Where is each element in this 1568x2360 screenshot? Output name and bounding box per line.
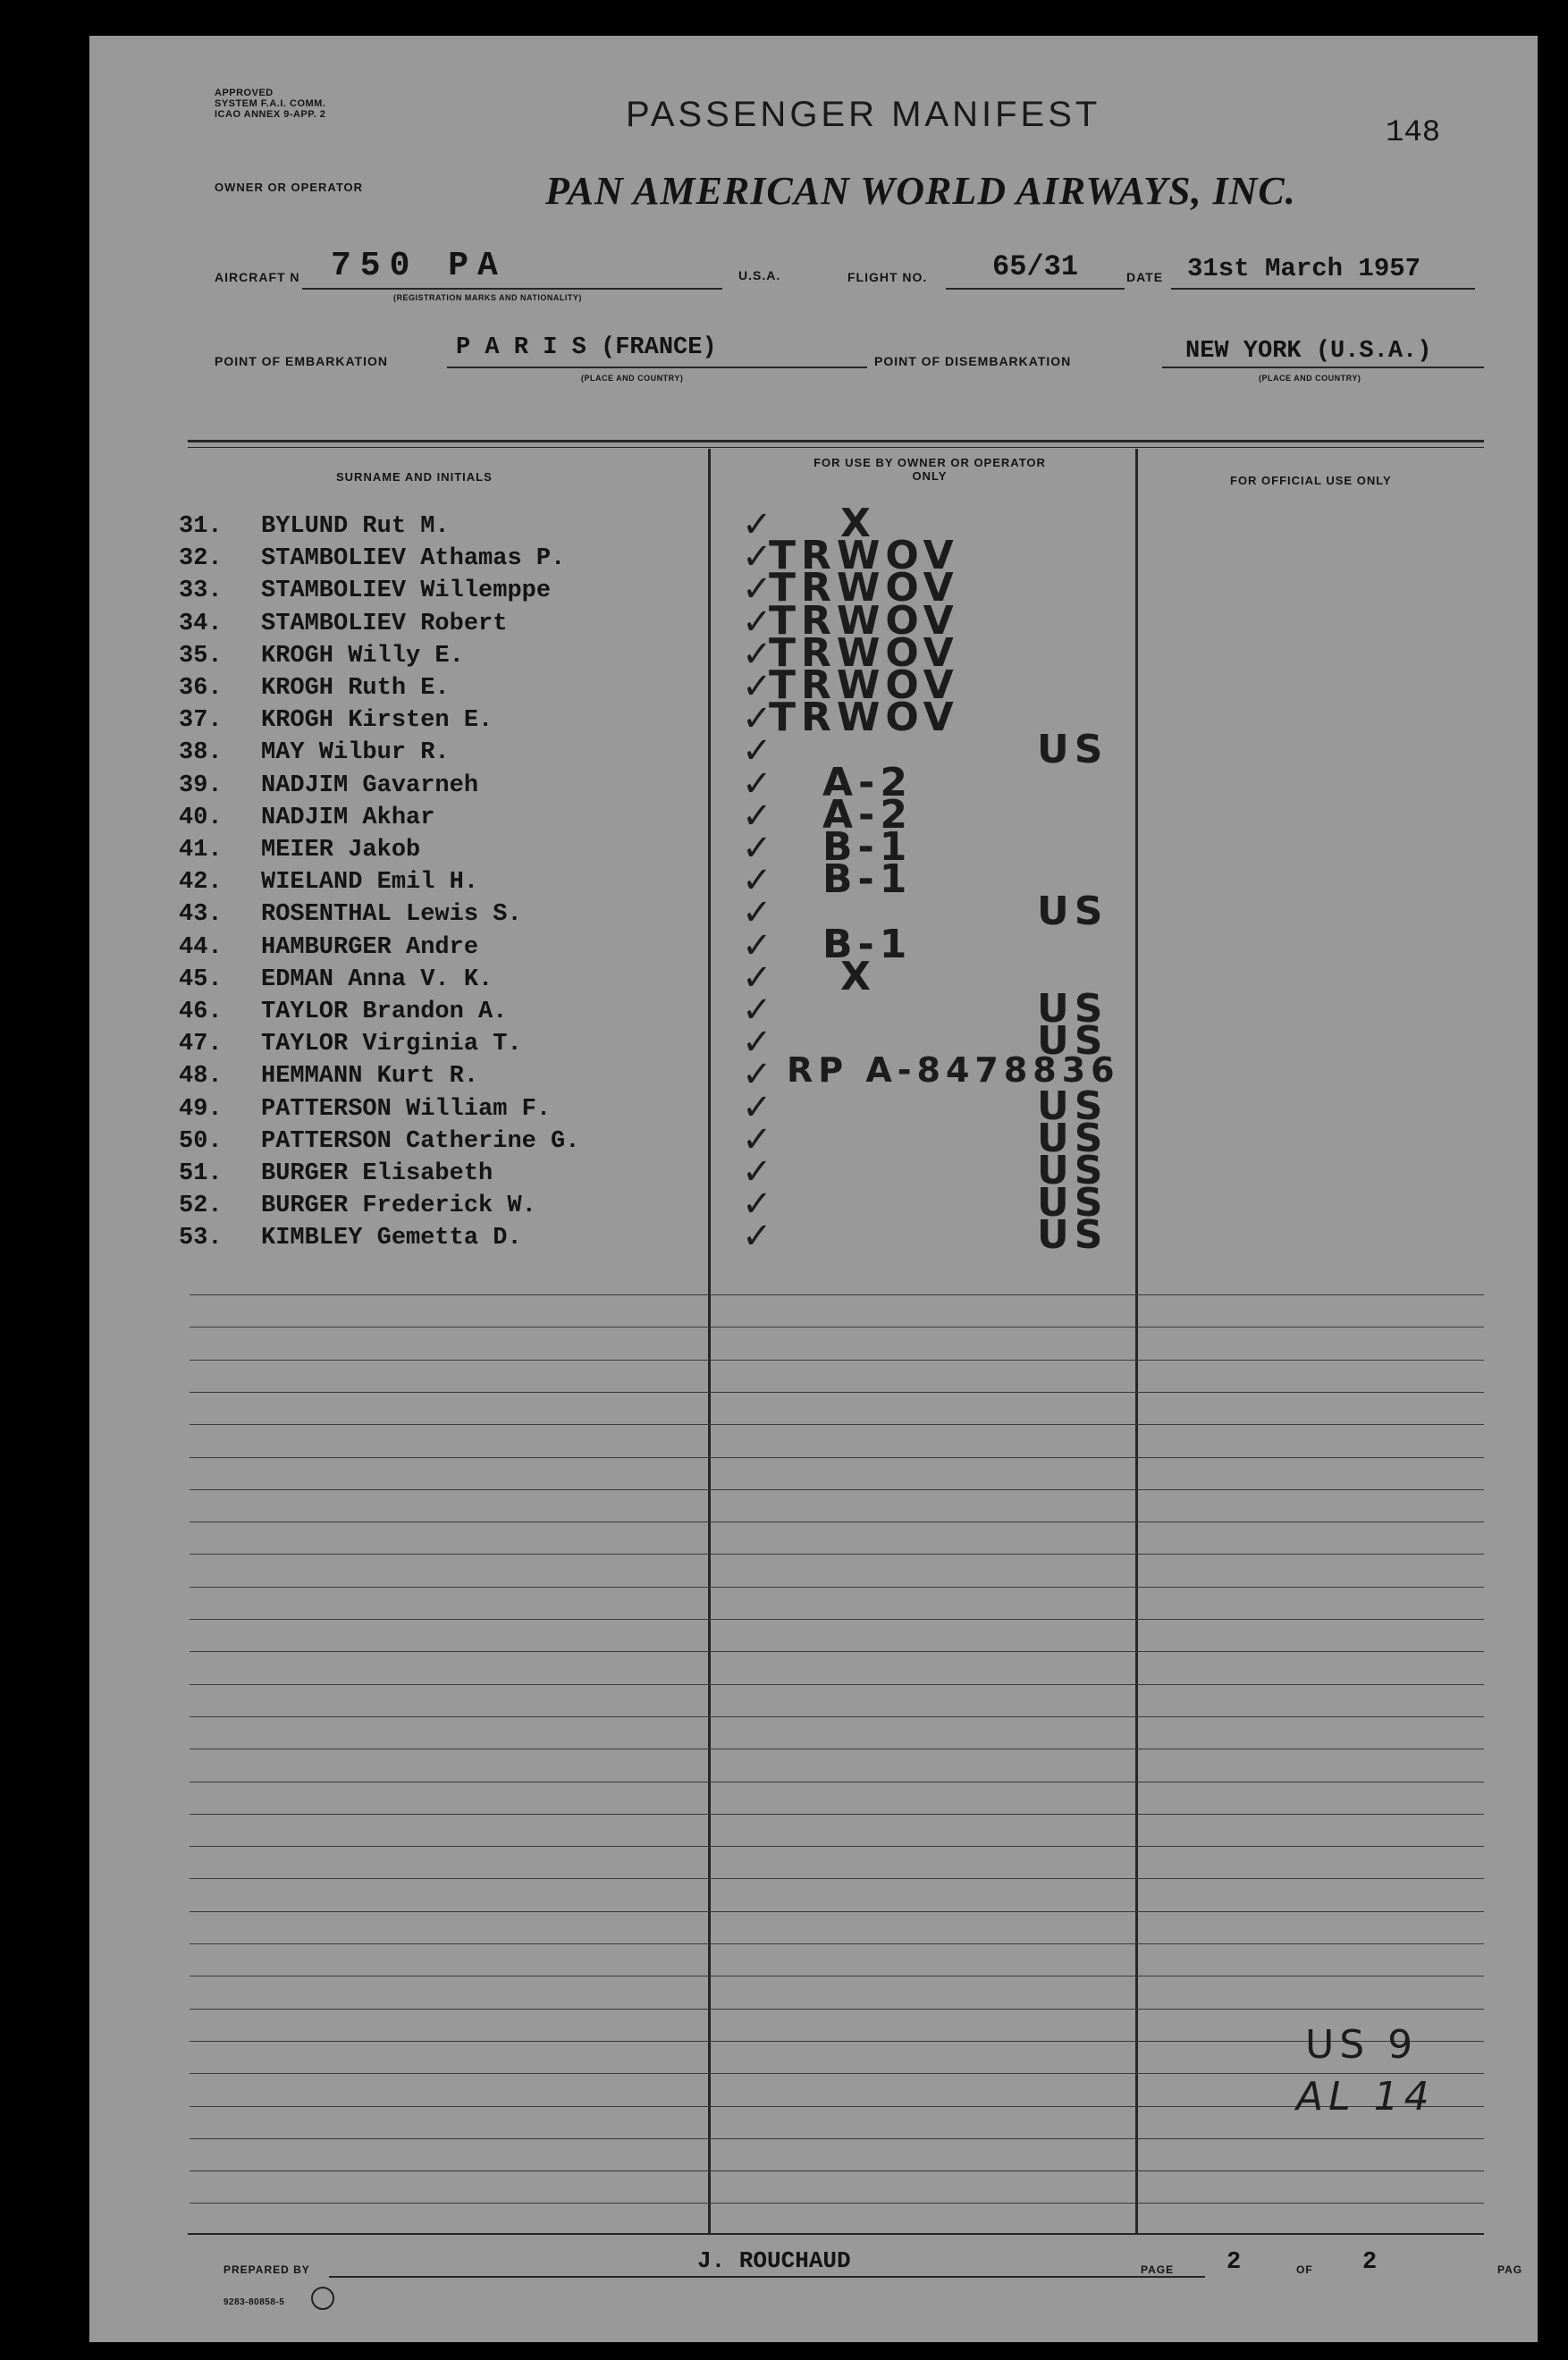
aircraft-value: 750 PA (331, 247, 507, 285)
passenger-name: TAYLOR Virginia T. (261, 1031, 522, 1058)
approval-line: ICAO ANNEX 9-APP. 2 (215, 109, 326, 120)
passenger-number: 31. (179, 513, 223, 540)
country-label: U.S.A. (738, 268, 781, 282)
passenger-name: KIMBLEY Gemetta D. (261, 1225, 522, 1252)
check-mark-icon: ✓ (742, 1151, 772, 1193)
passenger-name: KROGH Willy E. (261, 643, 464, 670)
passenger-name: KROGH Ruth E. (261, 675, 450, 702)
passenger-name: NADJIM Akhar (261, 805, 435, 831)
operator-mark: US (1037, 986, 1109, 1032)
ruled-line (190, 1327, 1484, 1328)
passenger-number: 52. (179, 1193, 223, 1219)
aircraft-label: AIRCRAFT N (215, 270, 300, 284)
passenger-name: PATTERSON William F. (261, 1096, 552, 1123)
embarkation-underline (447, 367, 867, 368)
check-mark-icon: ✓ (742, 1119, 772, 1160)
table-top-rule-2 (188, 447, 1484, 448)
check-mark-icon: ✓ (742, 602, 772, 643)
passenger-name: NADJIM Gavarneh (261, 772, 479, 799)
operator-mark: TRWOV (769, 662, 959, 708)
check-mark-icon: ✓ (742, 860, 772, 901)
ruled-line (190, 1294, 1484, 1295)
passenger-number: 36. (179, 675, 223, 702)
passenger-name: WIELAND Emil H. (261, 869, 479, 896)
operator-mark: TRWOV (769, 533, 959, 578)
ruled-line (190, 1814, 1484, 1815)
total-alien: AL 14 (1296, 2074, 1435, 2120)
check-mark-icon: ✓ (742, 957, 772, 999)
passenger-number: 34. (179, 611, 223, 637)
ruled-line (190, 2106, 1484, 2107)
check-mark-icon: ✓ (742, 925, 772, 966)
passenger-number: 49. (179, 1096, 223, 1123)
operator-mark: US (1037, 1018, 1109, 1064)
check-mark-icon: ✓ (742, 763, 772, 805)
flight-underline (946, 288, 1125, 290)
passenger-name: HEMMANN Kurt R. (261, 1063, 479, 1090)
check-mark-icon: ✓ (742, 892, 772, 933)
total-us: US 9 (1305, 2022, 1419, 2068)
passenger-name: PATTERSON Catherine G. (261, 1128, 580, 1155)
owner-operator-label: OWNER OR OPERATOR (215, 181, 364, 194)
operator-mark: X (840, 954, 876, 999)
operator-mark: US (1037, 1148, 1109, 1193)
ruled-line (190, 1619, 1484, 1620)
ruled-line (190, 2009, 1484, 2010)
passenger-number: 43. (179, 901, 223, 928)
approval-stamp (215, 88, 375, 120)
passenger-number: 32. (179, 545, 223, 572)
passenger-number: 51. (179, 1160, 223, 1187)
operator-mark: TRWOV (769, 695, 959, 740)
passenger-number: 37. (179, 707, 223, 734)
of-label: OF (1296, 2263, 1313, 2276)
passenger-name: ROSENTHAL Lewis S. (261, 901, 522, 928)
operator-mark: B-1 (822, 922, 913, 967)
passenger-name: BURGER Frederick W. (261, 1193, 536, 1219)
embarkation-caption: (PLACE AND COUNTRY) (581, 374, 684, 383)
check-mark-icon: ✓ (742, 1184, 772, 1225)
check-mark-icon: ✓ (742, 536, 772, 577)
passenger-name: BURGER Elisabeth (261, 1160, 493, 1187)
ruled-line (190, 1878, 1484, 1879)
embarkation-label: POINT OF EMBARKATION (215, 354, 388, 368)
check-mark-icon: ✓ (742, 634, 772, 675)
prepared-underline (329, 2276, 1205, 2278)
operator-mark: TRWOV (769, 565, 959, 611)
ruled-line (190, 2041, 1484, 2042)
check-mark-icon: ✓ (742, 828, 772, 869)
passenger-name: HAMBURGER Andre (261, 934, 479, 961)
passenger-number: 42. (179, 869, 223, 896)
check-mark-icon: ✓ (742, 730, 772, 771)
form-code: 9283-80858-5 (223, 2297, 285, 2307)
ruled-line (190, 1846, 1484, 1847)
disembarkation-value: NEW YORK (U.S.A.) (1185, 338, 1432, 365)
check-mark-icon: ✓ (742, 1087, 772, 1128)
passenger-number: 53. (179, 1225, 223, 1252)
passenger-name: BYLUND Rut M. (261, 513, 450, 540)
ruled-line (190, 1457, 1484, 1458)
check-mark-icon: ✓ (742, 990, 772, 1031)
aircraft-underline (302, 288, 722, 290)
operator-mark: B-1 (822, 856, 913, 902)
passenger-number: 40. (179, 805, 223, 831)
passenger-number: 45. (179, 966, 223, 993)
disembarkation-label: POINT OF DISEMBARKATION (874, 354, 1072, 368)
approval-line: SYSTEM F.A.I. COMM. (215, 98, 326, 109)
passenger-number: 48. (179, 1063, 223, 1090)
operator-mark: A-2 (822, 760, 913, 805)
date-underline (1171, 288, 1475, 290)
passenger-number: 44. (179, 934, 223, 961)
operator-mark: TRWOV (769, 598, 959, 644)
column-header-official: FOR OFFICIAL USE ONLY (1230, 474, 1392, 487)
check-mark-icon: ✓ (742, 666, 772, 707)
approval-line: APPROVED (215, 88, 274, 98)
check-mark-icon: ✓ (742, 796, 772, 837)
operator-mark: US (1037, 889, 1109, 934)
passenger-number: 50. (179, 1128, 223, 1155)
operator-mark: US (1037, 1116, 1109, 1161)
page-title: PASSENGER MANIFEST (626, 95, 1101, 134)
operator-mark: US (1037, 1083, 1109, 1129)
ruled-line (190, 2073, 1484, 2074)
check-mark-icon: ✓ (742, 1216, 772, 1257)
ruled-line (190, 1587, 1484, 1588)
printer-mark-icon (311, 2287, 334, 2310)
operator-mark: B-1 (822, 824, 913, 870)
column-header-names: SURNAME AND INITIALS (336, 470, 493, 484)
ruled-line (190, 1943, 1484, 1944)
passenger-name: MAY Wilbur R. (261, 739, 450, 766)
of-value: 2 (1362, 2249, 1378, 2276)
check-mark-icon: ✓ (742, 569, 772, 610)
passenger-name: STAMBOLIEV Athamas P. (261, 545, 566, 572)
ruled-line (190, 2203, 1484, 2204)
page-number: 148 (1386, 116, 1441, 150)
operator-mark: US (1037, 727, 1109, 772)
ruled-line (190, 1651, 1484, 1652)
operator-mark: A-2 (822, 792, 913, 838)
operator-mark: US (1037, 1180, 1109, 1226)
page-fragment: PAG (1497, 2263, 1523, 2276)
ruled-line (190, 1392, 1484, 1393)
column-divider-2 (1135, 449, 1138, 2235)
operator-mark: RP A-8478836 (787, 1050, 1120, 1090)
ruled-line (190, 1424, 1484, 1425)
passenger-number: 35. (179, 643, 223, 670)
page-label: PAGE (1141, 2263, 1175, 2276)
date-label: DATE (1126, 270, 1164, 284)
check-mark-icon: ✓ (742, 504, 772, 545)
flight-number-label: FLIGHT NO. (847, 270, 928, 284)
passenger-name: TAYLOR Brandon A. (261, 999, 508, 1025)
passenger-number: 46. (179, 999, 223, 1025)
passenger-name: STAMBOLIEV Robert (261, 611, 508, 637)
embarkation-value: P A R I S (FRANCE) (456, 334, 717, 361)
footer-rule (188, 2233, 1484, 2235)
ruled-line (190, 1684, 1484, 1685)
ruled-line (190, 1360, 1484, 1361)
passenger-number: 41. (179, 837, 223, 864)
check-mark-icon: ✓ (742, 1022, 772, 1063)
prepared-by-value: J. ROUCHAUD (697, 2247, 851, 2274)
table-top-rule (188, 440, 1484, 442)
manifest-sheet (89, 36, 1538, 2342)
ruled-line (190, 1716, 1484, 1717)
ruled-line (190, 1489, 1484, 1490)
column-divider-1 (708, 449, 711, 2235)
disembarkation-underline (1162, 367, 1484, 368)
page-value: 2 (1227, 2249, 1242, 2276)
aircraft-caption: (REGISTRATION MARKS AND NATIONALITY) (393, 293, 582, 302)
passenger-name: KROGH Kirsten E. (261, 707, 493, 734)
passenger-number: 33. (179, 577, 223, 604)
ruled-line (190, 2170, 1484, 2171)
date-value: 31st March 1957 (1187, 254, 1421, 283)
airline-name: PAN AMERICAN WORLD AIRWAYS, INC. (545, 169, 1296, 213)
ruled-line (190, 1911, 1484, 1912)
disembarkation-caption: (PLACE AND COUNTRY) (1259, 374, 1361, 383)
passenger-name: MEIER Jakob (261, 837, 421, 864)
passenger-number: 47. (179, 1031, 223, 1058)
ruled-line (190, 1521, 1484, 1522)
ruled-line (190, 2138, 1484, 2139)
operator-mark: TRWOV (769, 630, 959, 676)
ruled-line (190, 1554, 1484, 1555)
operator-mark: X (840, 501, 876, 546)
check-mark-icon: ✓ (742, 1054, 772, 1095)
check-mark-icon: ✓ (742, 698, 772, 739)
operator-mark: US (1037, 1212, 1109, 1258)
passenger-name: EDMAN Anna V. K. (261, 966, 493, 993)
passenger-number: 38. (179, 739, 223, 766)
passenger-number: 39. (179, 772, 223, 799)
column-header-owner: FOR USE BY OWNER OR OPERATOR ONLY (814, 456, 1046, 483)
passenger-name: STAMBOLIEV Willemppe (261, 577, 552, 604)
ruled-line (190, 1782, 1484, 1783)
prepared-by-label: PREPARED BY (223, 2263, 310, 2276)
flight-number-value: 65/31 (992, 250, 1079, 283)
